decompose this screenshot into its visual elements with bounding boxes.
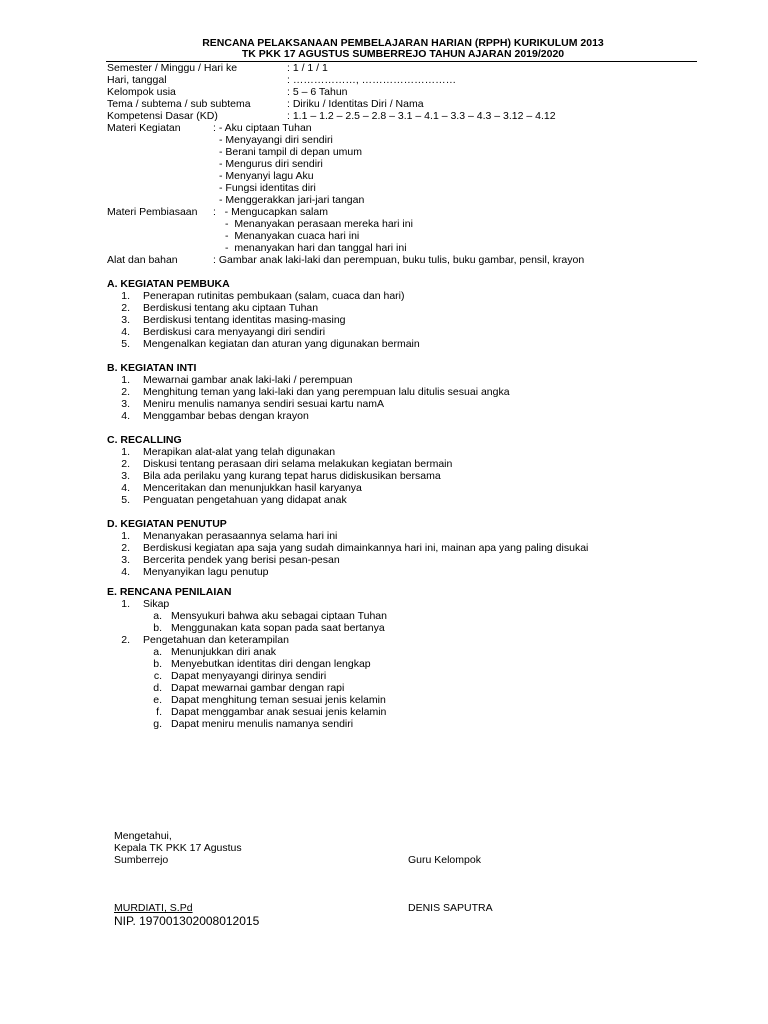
materi-kegiatan-item: - Fungsi identitas diri <box>219 182 316 194</box>
identity-label: Kompetensi Dasar (KD) <box>107 110 218 122</box>
list-item: 2. Menghitung teman yang laki-laki dan yang perempuan lalu ditulis sesuai angka <box>121 386 510 398</box>
identity-value: : 1 / 1 / 1 <box>287 62 328 74</box>
identity-row <box>107 98 424 110</box>
list-item: 1. Merapikan alat-alat yang telah digunakan <box>121 446 336 458</box>
list-item: 3. Meniru menulis namanya sendiri sesuai kartu namA <box>121 398 385 410</box>
section-title-pembuka: A. KEGIATAN PEMBUKA <box>107 278 230 290</box>
section-title-penutup: D. KEGIATAN PENUTUP <box>107 518 227 530</box>
sub-list-item: e. Dapat menghitung teman sesuai jenis kelamin <box>153 694 386 706</box>
list-item: 1. Sikap <box>121 598 170 610</box>
materi-kegiatan-item: - Mengurus diri sendiri <box>219 158 323 170</box>
sub-list-item: f. Dapat menggambar anak sesuai jenis kelamin <box>156 706 387 718</box>
identity-row <box>107 110 556 122</box>
sub-list-item: g. Dapat meniru menulis namanya sendiri <box>153 718 354 730</box>
list-item: 3. Berdiskusi tentang identitas masing-masing <box>121 314 346 326</box>
identity-label: Kelompok usia <box>107 86 176 98</box>
materi-kegiatan-item: - Menyayangi diri sendiri <box>219 134 333 146</box>
alat-bahan-label: Alat dan bahan <box>107 254 178 266</box>
signature-kepala-nip: NIP. 197001302008012015 <box>114 914 260 928</box>
list-item: 2. Berdiskusi tentang aku ciptaan Tuhan <box>121 302 319 314</box>
signature-kepala-name: MURDIATI, S.Pd <box>114 902 193 914</box>
list-item: 5. Penguatan pengetahuan yang didapat anak <box>121 494 347 506</box>
list-item: 3. Bercerita pendek yang berisi pesan-pesan <box>121 554 340 566</box>
list-item: 1. Penerapan rutinitas pembukaan (salam, cuaca dan hari) <box>121 290 405 302</box>
materi-kegiatan-item: - Berani tampil di depan umum <box>219 146 362 158</box>
list-item: 2. Pengetahuan dan keterampilan <box>121 634 289 646</box>
materi-pembiasaan-item: - menanyakan hari dan tanggal hari ini <box>225 242 407 254</box>
signature-kepala-title: Kepala TK PKK 17 Agustus <box>114 842 242 854</box>
section-title-penilaian: E. RENCANA PENILAIAN <box>107 586 232 598</box>
sub-list-item: b. Menyebutkan identitas diri dengan lengkap <box>153 658 371 670</box>
list-item: 3. Bila ada perilaku yang kurang tepat harus didiskusikan bersama <box>121 470 441 482</box>
alat-bahan-value: : Gambar anak laki-laki dan perempuan, buku tulis, buku gambar, pensil, krayon <box>213 254 585 266</box>
materi-kegiatan-item: : - Aku ciptaan Tuhan <box>213 122 312 134</box>
materi-pembiasaan-item: : - Mengucapkan salam <box>213 206 328 218</box>
list-item: 4. Menggambar bebas dengan krayon <box>121 410 309 422</box>
section-title-inti: B. KEGIATAN INTI <box>107 362 197 374</box>
materi-pembiasaan-label: Materi Pembiasaan <box>107 206 198 218</box>
sub-list-item: a. Mensyukuri bahwa aku sebagai ciptaan Tuhan <box>153 610 387 622</box>
identity-label: Tema / subtema / sub subtema <box>107 98 251 110</box>
list-item: 2. Diskusi tentang perasaan diri selama melakukan kegiatan bermain <box>121 458 453 470</box>
section-title-recalling: C. RECALLING <box>107 434 182 446</box>
identity-row <box>107 74 456 86</box>
signature-guru-name: DENIS SAPUTRA <box>408 902 493 914</box>
identity-value: : 1.1 – 1.2 – 2.5 – 2.8 – 3.1 – 4.1 – 3.3 – 4.3 – 3.12 – 4.12 <box>287 110 556 122</box>
list-item: 4. Menyanyikan lagu penutup <box>121 566 269 578</box>
sub-list-item: a. Menunjukkan diri anak <box>153 646 277 658</box>
identity-value: : 5 – 6 Tahun <box>287 86 348 98</box>
sub-list-item: d. Dapat mewarnai gambar dengan rapi <box>153 682 345 694</box>
document-title: RENCANA PELAKSANAAN PEMBELAJARAN HARIAN (RPPH) KURIKULUM 2013 <box>202 37 604 49</box>
identity-label: Hari, tanggal <box>107 74 167 86</box>
identity-row <box>107 86 348 98</box>
signature-mengetahui: Mengetahui, <box>114 830 172 842</box>
identity-label: Semester / Minggu / Hari ke <box>107 62 238 74</box>
list-item: 5. Mengenalkan kegiatan dan aturan yang digunakan bermain <box>121 338 420 350</box>
list-item: 1. Mewarnai gambar anak laki-laki / perempuan <box>121 374 353 386</box>
materi-kegiatan-label: Materi Kegiatan <box>107 122 181 134</box>
signature-place: Sumberrejo <box>114 854 169 866</box>
document-subtitle: TK PKK 17 AGUSTUS SUMBERREJO TAHUN AJARAN 2019/2020 <box>241 48 565 60</box>
signature-guru-title: Guru Kelompok <box>408 854 481 866</box>
materi-pembiasaan-item: - Menanyakan perasaan mereka hari ini <box>225 218 413 230</box>
identity-value: : ………………, ……………………… <box>287 74 457 86</box>
list-item: 2. Berdiskusi kegiatan apa saja yang sudah dimainkannya hari ini, mainan apa yang paling disukai <box>121 542 589 554</box>
sub-list-item: b. Menggunakan kata sopan pada saat bertanya <box>153 622 385 634</box>
identity-value: : Diriku / Identitas Diri / Nama <box>287 98 424 110</box>
sub-list-item: c. Dapat menyayangi dirinya sendiri <box>153 670 327 682</box>
list-item: 4. Menceritakan dan menunjukkan hasil karyanya <box>121 482 362 494</box>
materi-kegiatan-item: - Menyanyi lagu Aku <box>219 170 314 182</box>
materi-kegiatan-item: - Menggerakkan jari-jari tangan <box>219 194 365 206</box>
list-item: 1. Menanyakan perasaannya selama hari ini <box>121 530 338 542</box>
materi-pembiasaan-item: - Menanyakan cuaca hari ini <box>225 230 360 242</box>
identity-row <box>107 62 328 74</box>
list-item: 4. Berdiskusi cara menyayangi diri sendiri <box>121 326 326 338</box>
